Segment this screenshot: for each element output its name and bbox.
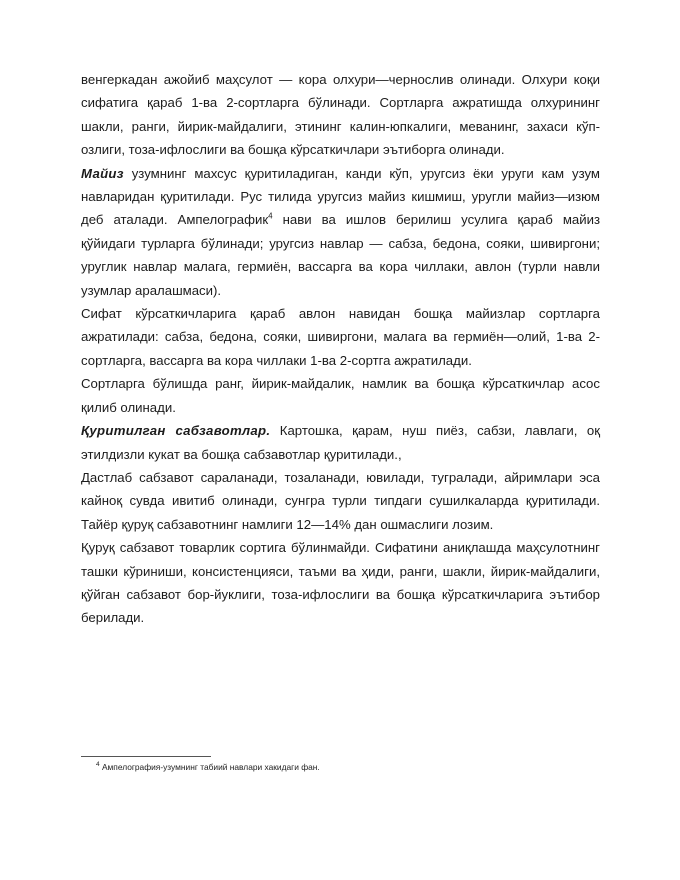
document-body: [81, 68, 600, 630]
paragraph-quality: Қуруқ сабзавот товарлик сортига бўлинмайди. Сифатини аниқлашда маҳсулотнинг ташки кўриниши, консистенцияси, таъми ва ҳиди, ранги, шакли, йирик-майдалиги, қўйган сабзавот бор-йуклиги, тоза-ифлослиги ва бошқа кўрсаткичларига эътибор берилади.: [81, 540, 600, 626]
footnote-separator: [81, 756, 211, 757]
paragraph-processing: Дастлаб сабзавот сараланади, тозаланади, ювилади, тугралади, айримлари эса кайноқ сувда ивитиб олинади, сунгра турли типдаги сушилкаларда қуритилади. Тайёр қуруқ сабзавотнинг намлиги 12—14% дан ошмаслиги лозим.: [81, 469, 600, 532]
footnote: [96, 762, 320, 773]
footnote-text: Ампелография-узумнинг табиий навлари хакидаги фан.: [99, 762, 320, 772]
paragraph-raisin-grades: Сифат кўрсаткичларига қараб авлон навидан бошқа майизлар сортларга ажратилади: сабза, бедона, сояки, шивиргони, малага ва гермиён—олий, 1-ва 2-сортларга, вассарга ва кора чиллаки 1-ва 2-сортга ажратилади.: [81, 306, 600, 368]
footnote-number: 4: [96, 761, 100, 769]
term-raisins: Майиз: [81, 165, 124, 181]
paragraph-grading-basis: Сортларга бўлишда ранг, йирик-майдалик, намлик ва бошқа кўрсаткичлар асос қилиб олинади.: [81, 376, 600, 415]
footnote-reference: 4: [268, 212, 273, 222]
paragraph-dried-vegetables: Қуритилган сабзавотлар. Картошка, қарам, нуш пиёз, сабзи, лавлаги, оқ этилдизли кукат ва бошқа сабзавотлар қуритилади.,: [81, 423, 600, 462]
paragraph-raisins: Майиз узумнинг махсус қуритиладиган, канди кўп, уругсиз ёки уруги кам узум навларидан қуритилади. Рус тилида уругсиз майиз кишмиш, уругли майиз—изюм деб аталади. Ампелографик$^4$ нави ва ишлов берилиш усулига қараб майиз қўйидаги турларга бўлинади; уругсиз навлар — сабза, бедона, сояки, шивиргони; уруглик навлар малага, гермиён, вассарга ва кора чиллаки, авлон (турли навли узумлар аралашмаси).: [81, 165, 600, 298]
paragraph-prunes: венгеркадан ажойиб маҳсулот — кора олхури—чернослив олинади. Олхури коқи сифатига қараб 1-ва 2-сортларга бўлинади. Сортларга ажратишда олхурининг шакли, ранги, йирик-майдалиги, этининг калин-юпкалиги, меванинг, захаси кўп-озлиги, тоза-ифлослиги ва бошқа кўрсаткичлари эътиборга олинади.: [81, 72, 600, 158]
term-dried-vegetables: Қуритилган сабзавотлар.: [81, 423, 271, 439]
